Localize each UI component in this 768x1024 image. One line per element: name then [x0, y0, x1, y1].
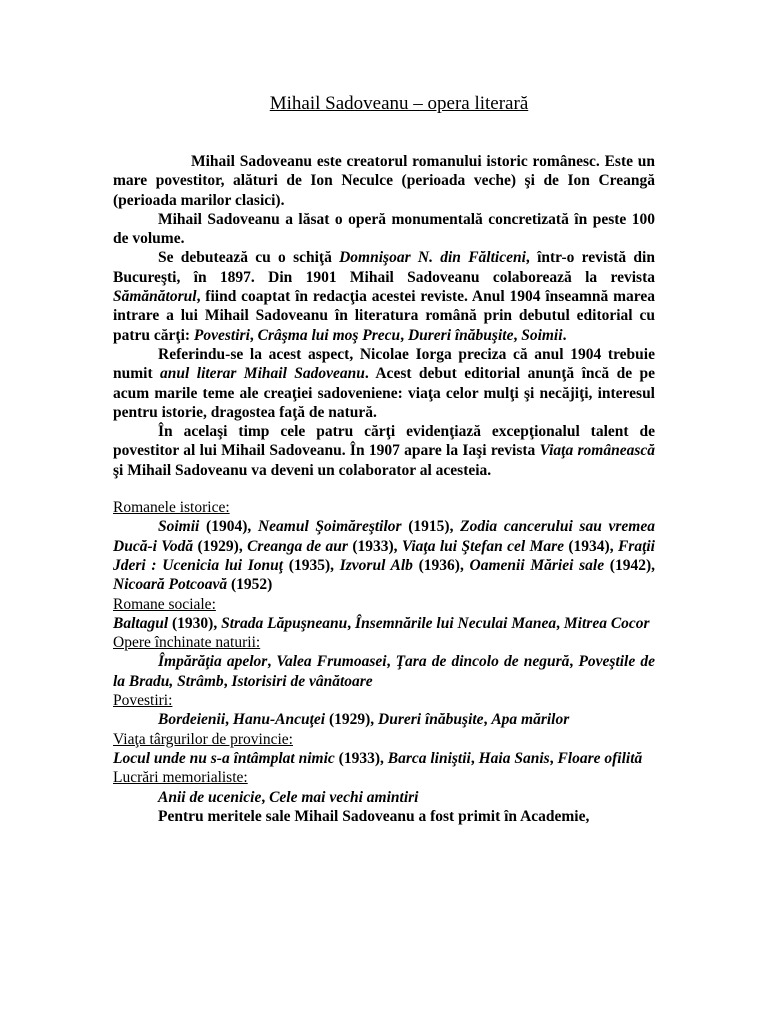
work-year: , — [261, 788, 270, 806]
work-title: Soimii — [521, 326, 563, 344]
work-title: Zodia cancerului sau vremea Ducă-i Vodă — [113, 518, 655, 555]
work-title: Viaţa lui Ştefan cel Mare — [401, 537, 565, 555]
paragraph-debut: Se debutează cu o schiţă Domnişoar N. din Fălticeni, într-o revistă din Bucureşti, în 1897. Din 1901 Mihail Sadoveanu colaborează la revista Sămănătorul, fiind coaptat în redacţia acestei reviste. Anul 1904 înseamnă marea intrare a lui Mihail Sadoveanu în literatura română prin debutul editorial cu patru cărţi: Povestiri, Crâşma lui moş Precu, Dureri înăbuşite, Soimii. — [113, 249, 655, 344]
work-title: Apa mărilor — [491, 711, 570, 729]
work-year: , — [483, 711, 492, 729]
magazine-title: Sămănătorul — [113, 288, 197, 306]
works-list-romane-istorice — [113, 517, 655, 594]
work-title: Dureri înăbuşite — [378, 711, 484, 729]
work-year: , — [556, 614, 564, 632]
work-year: (1934), — [564, 537, 618, 555]
section-heading-romane-istorice: Romanele istorice: — [113, 499, 230, 517]
work-title: Poveştile de la Bradu, Strâmb — [113, 653, 656, 690]
work-year: (1935), — [283, 556, 340, 574]
work-title: Mitrea Cocor — [563, 614, 650, 632]
work-title: Izvorul Alb — [339, 556, 413, 574]
work-year: (1930), — [168, 614, 222, 632]
work-year: , — [225, 711, 233, 729]
work-title: Barca liniştii — [387, 749, 471, 767]
work-title: Împărăţia apelor — [158, 653, 268, 671]
paragraph-intro: Mihail Sadoveanu este creatorul romanului istoric românesc. Este un mare povestitor, alături de Ion Neculce (perioada veche) şi de Ion Creangă (perioada marilor clasici). — [113, 153, 655, 209]
work-year: (1952) — [227, 576, 273, 594]
work-title: Nicoară Potcoavă — [113, 576, 228, 594]
work-title: Oamenii Măriei sale — [469, 556, 605, 574]
work-title: Dureri înăbuşite — [407, 326, 514, 344]
work-title: Floare ofilită — [557, 749, 643, 767]
work-year: (1929), — [193, 537, 248, 555]
work-title: Fraţii Jderi : Ucenicia lui Ionuţ — [113, 537, 655, 574]
work-year: (1942), — [604, 556, 656, 574]
work-title: Însemnările lui Neculai Manea — [355, 614, 557, 632]
section-heading-romane-sociale: Romane sociale: — [113, 595, 216, 613]
works-list-povestiri — [113, 710, 655, 729]
work-title: Creanga de aur — [247, 537, 348, 555]
work-title: Crâşma lui moş Precu — [257, 326, 401, 344]
works-list-viata-targurilor — [113, 749, 655, 768]
work-year: , — [569, 653, 579, 671]
works-list-lucrari-memorialiste — [113, 788, 655, 807]
work-year: (1929), — [325, 711, 379, 729]
works-list-romane-sociale — [113, 614, 655, 633]
work-year: (1936), — [412, 556, 470, 574]
work-title: Istorisiri de vânătoare — [231, 672, 373, 690]
magazine-title: Viaţa românească — [539, 442, 655, 460]
works-list-opere-naturii — [113, 652, 655, 691]
work-title: Baltagul — [113, 614, 169, 632]
paragraph-iorga: Referindu-se la acest aspect, Nicolae Iorga preciza că anul 1904 trebuie numit anul literar Mihail Sadoveanu. Acest debut editorial anunţă încă de pe acum marile teme ale creaţiei sadoveniene: viaţa celor mulţi şi necăjiţi, interesul pentru istorie, dragostea faţă de natură. — [113, 345, 655, 421]
work-year: , — [347, 614, 356, 632]
work-year: (1915), — [401, 518, 461, 536]
work-year: , — [386, 653, 396, 671]
work-title: Locul unde nu s-a întâmplat nimic — [113, 749, 335, 767]
work-title: Haia Sanis — [478, 749, 550, 767]
paragraph-viata-romaneasca: În acelaşi timp cele patru cărţi evidenţiază excepţionalul talent de povestitor al lui Mihail Sadoveanu. În 1907 apare la Iaşi revista Viaţa românească şi Mihail Sadoveanu va deveni un colaborator al acesteia. — [113, 423, 655, 479]
work-year: , — [549, 749, 558, 767]
work-title: Neamul Şoimăreştilor — [257, 518, 402, 536]
paragraph-academie: Pentru meritele sale Mihail Sadoveanu a fost primit în Academie, — [158, 807, 590, 825]
work-title: Domnişoar N. din Fălticeni — [339, 249, 526, 267]
page-title: Mihail Sadoveanu – opera literară — [269, 93, 529, 114]
work-year: , — [470, 749, 479, 767]
paragraph-opera: Mihail Sadoveanu a lăsat o operă monumentală concretizată în peste 100 de volume. — [113, 210, 655, 248]
work-title: Povestiri — [193, 326, 250, 344]
work-title: Hanu-Ancuţei — [232, 711, 326, 729]
work-title: Valea Frumoasei — [276, 653, 387, 671]
work-year: (1933), — [347, 537, 402, 555]
section-heading-povestiri: Povestiri: — [113, 692, 173, 710]
work-year: (1933), — [334, 749, 388, 767]
work-title: Ţara de dincolo de negură — [395, 653, 570, 671]
work-title: Anii de ucenicie — [158, 788, 262, 806]
work-year: (1904), — [199, 518, 258, 536]
document-body — [113, 92, 655, 826]
work-title: Soimii — [158, 518, 200, 536]
section-heading-opere-naturii: Opere închinate naturii: — [113, 634, 261, 652]
section-heading-viata-targurilor: Viaţa târgurilor de provincie: — [113, 730, 293, 748]
quote-title: anul literar Mihail Sadoveanu — [160, 365, 365, 383]
section-heading-lucrari-memorialiste: Lucrări memorialiste: — [113, 769, 248, 787]
work-title: Bordeienii — [158, 711, 226, 729]
spacer — [113, 480, 655, 498]
work-title: Cele mai vechi amintiri — [269, 788, 419, 806]
work-year: , — [223, 672, 232, 690]
work-year: , — [267, 653, 277, 671]
work-title: Strada Lăpuşneanu — [221, 614, 348, 632]
